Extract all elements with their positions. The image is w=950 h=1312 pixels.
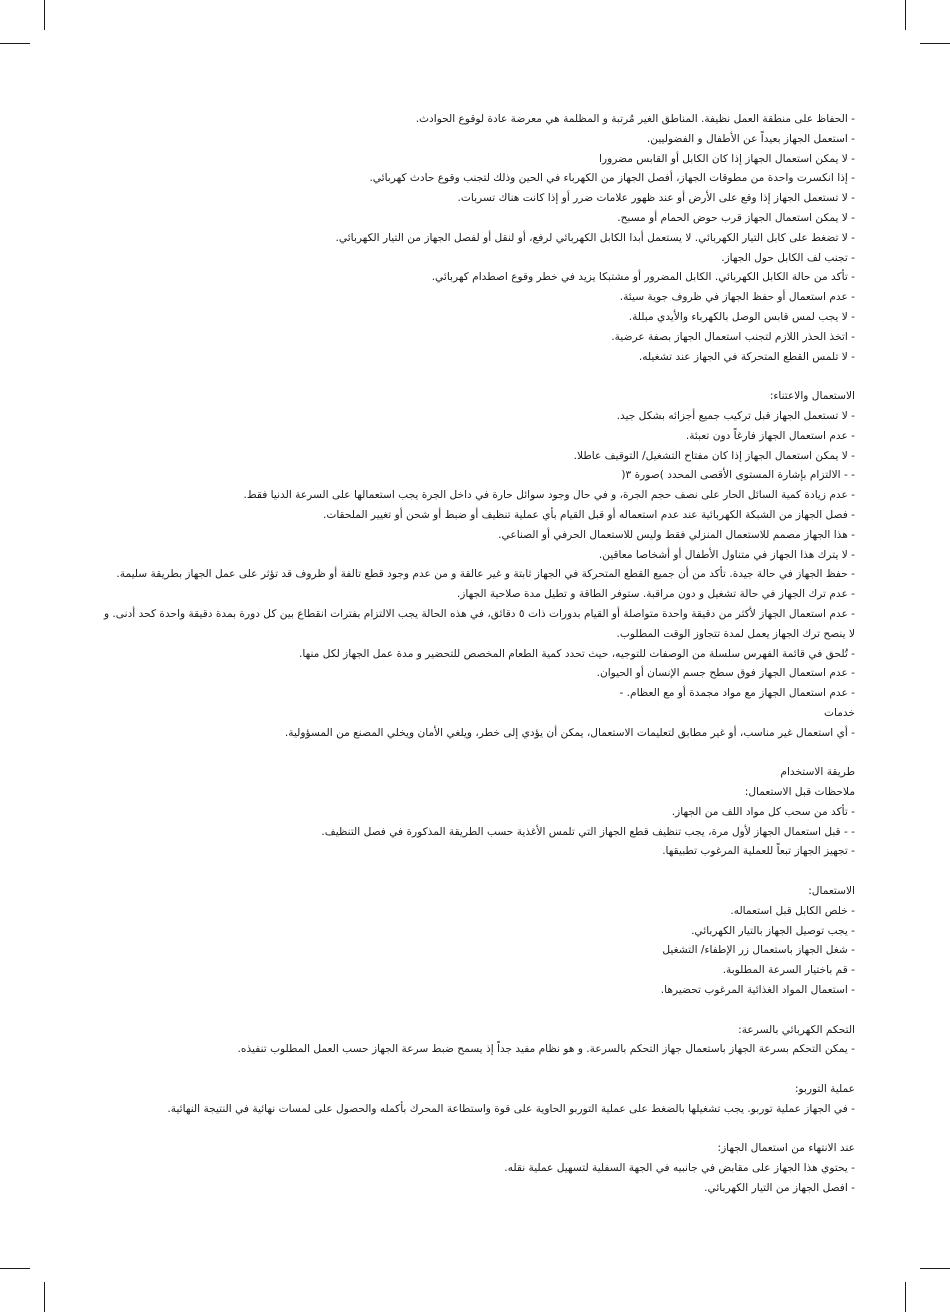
list-item: - هذا الجهاز مصمم للاستعمال المنزلي فقط وليس للاستعمال الحرفي أو الصناعي. [498,528,855,541]
speed-control-section [95,1021,855,1061]
section-heading: التحكم الكهربائي بالسرعة: [738,1023,855,1036]
list-item: - - قبل استعمال الجهاز لأول مرة، يجب تنظيف قطع الجهاز التي تلمس الأغذية حسب الطريقة المذكورة في فصل التنظيف. [321,825,855,838]
use-section [95,882,855,1001]
document-body [95,110,855,1199]
list-item: - لا يترك هذا الجهاز في متناول الأطفال أو أشخاصا معاقين. [598,548,855,561]
list-item: - إذا انكسرت واحدة من مطوقات الجهاز، أفصل الجهاز من الكهرباء في الحين وذلك لتجنب وقوع حادث كهربائي. [369,172,855,185]
list-item: - لا يمكن استعمال الجهاز إذا كان الكابل أو القابس مضرورا [599,152,855,165]
list-item: - فصل الجهاز من الشبكة الكهربائية عند عدم استعماله أو قبل القيام بأي عملية تنظيف أو ضبط أو شحن أو تغيير الملحقات. [322,508,855,521]
list-item: - افصل الجهاز من التيار الكهربائي. [704,1182,855,1195]
list-item: - لا يمكن استعمال الجهاز قرب حوض الحمام أو مسبح. [617,211,855,224]
section-heading: خدمات [824,706,855,719]
list-item: - تُلحق في قائمة الفهرس سلسلة من الوصفات للتوجيه، حيث تحدد كمية الطعام المخصص للتحضير و مدة عمل الجهاز لكل منها. [298,647,855,660]
crop-mark [0,43,30,44]
list-item: - تأكد من حالة الكابل الكهربائي. الكابل المضرور أو مشتبكا يزيد في خطر وقوع اصطدام كهربائي. [431,271,855,284]
crop-mark [920,1268,950,1269]
list-item: - لا يجب لمس قابس الوصل بالكهرباء والأيدي مبللة. [628,310,855,323]
list-item: - الحفاظ على منطقة العمل نظيفة. المناطق الغير مُرتبة و المظلمة هي معرضة عادة لوقوع الحوادث. [415,113,855,125]
crop-mark [0,1268,30,1269]
section-heading: عند الانتهاء من استعمال الجهاز: [717,1142,855,1155]
list-item: - عدم استعمال الجهاز لأكثر من دقيقة واحدة متواصلة أو القيام بدورات ذات ٥ دقائق، في هذه الحالة يجب الالتزام بفترات انقطاع بين كل دورة بمدة دقيقة واحدة كحد أدنى. و لا ينصح ترك الجهاز يعمل لمدة تتجاوز الوقت المطلوب. [103,607,855,640]
section-heading: الاستعمال: [808,885,855,898]
list-item: - عدم ترك الجهاز في حالة تشغيل و دون مراقبة. ستوفر الطاقة و تطيل مدة صلاحية الجهاز. [456,588,855,601]
list-item: - عدم زيادة كمية السائل الحار على نصف حجم الجرة، و في حال وجود سوائل حارة في داخل الجرة يجب استعمالها على السرعة الدنيا فقط. [243,489,855,502]
list-item: - لا تلمس القطع المتحركة في الجهاز عند تشغيله. [638,350,855,363]
list-item: - حفظ الجهاز في حالة جيدة. تأكد من أن جميع القطع المتحركة في الجهاز ثابتة و غير عالقة و من عدم وجود قطع تالفة أو ظروف قد تؤثر على عمل الجهاز بطريقة سليمة. [116,568,855,581]
list-item: - عدم استعمال الجهاز مع مواد مجمدة أو مع العظام. - [619,687,855,700]
list-item: - تجنب لف الكابل حول الجهاز. [721,251,855,264]
list-item: - استعمل الجهاز بعيداً عن الأطفال و الفضوليين. [646,132,855,145]
section-heading: الاستعمال والاعتناء: [769,390,855,403]
crop-mark [44,1282,45,1312]
use-care-section [95,387,855,704]
list-item: - تجهيز الجهاز تبعاً للعملية المرغوب تطبيقها. [662,845,855,858]
after-use-section [95,1139,855,1198]
list-item: - يجب توصيل الجهاز بالتيار الكهربائي. [691,924,855,937]
list-item: - يمكن التحكم بسرعة الجهاز باستعمال جهاز التحكم بالسرعة. و هو نظام مفيد جداً إذ يسمح ضبط سرعة الجهاز حسب العمل المطلوب تنفيذه. [237,1043,855,1056]
section-heading: عملية التوربو: [794,1083,855,1096]
list-item: - لا يمكن استعمال الجهاز إذا كان مفتاح التشغيل/ التوقيف عاطلا. [573,449,855,462]
list-item: ملاحظات قبل الاستعمال: [744,786,855,799]
list-item: - لا تستعمل الجهاز إذا وقع على الأرض أو عند ظهور علامات ضرر أو إذا كانت هناك تسربات. [457,192,855,205]
list-item: - تأكد من سحب كل مواد اللف من الجهاز. [671,805,855,818]
crop-mark [905,1282,906,1312]
list-item: - عدم استعمال الجهاز فارغاً دون تعبئة. [685,429,855,442]
section-heading: طريقة الاستخدام [780,766,855,779]
list-item: - اتخذ الحذر اللازم لتجنب استعمال الجهاز بصفة عرضية. [611,330,855,343]
services-section [95,704,855,744]
list-item: - يحتوي هذا الجهاز على مقابض في جانبيه في الجهة السفلية لتسهيل عملية نقله. [504,1162,855,1175]
list-item: - عدم استعمال أو حفظ الجهاز في ظروف جوية سيئة. [619,291,855,304]
turbo-section [95,1080,855,1120]
list-item: - - الالتزام بإشارة المستوى الأقصى المحدد )صورة ٣( [621,469,855,482]
list-item: - في الجهاز عملية توربو. يجب تشغيلها بالضغط على عملية التوربو الحاوية على قوة واستطاعة المحرك بأكمله والحصول على لمسات نهائية في النتيجة النهائية. [167,1102,855,1115]
list-item: - لا تستعمل الجهاز قبل تركيب جميع أجزائه بشكل جيد. [616,409,855,422]
crop-mark [920,43,950,44]
list-item: - لا تضغط على كابل التيار الكهربائي. لا يستعمل أبدا الكابل الكهربائي لرفع، أو لنقل أو لفصل الجهاز من التيار الكهربائي. [335,231,855,244]
list-item: - خلص الكابل قبل استعماله. [730,904,855,917]
list-item: - قم باختيار السرعة المطلوبة. [722,964,855,977]
list-item: - شغل الجهاز باستعمال زر الإطفاء/ التشغيل [662,944,855,957]
crop-mark [44,0,45,30]
list-item: - استعمال المواد الغذائية المرغوب تحضيرها. [660,984,855,997]
list-item: - عدم استعمال الجهاز فوق سطح جسم الإنسان أو الحيوان. [596,667,855,680]
safety-list [95,110,855,367]
list-item: - أي استعمال غير مناسب، أو غير مطابق لتعليمات الاستعمال، يمكن أن يؤدي إلى خطر، ويلغي الأمان ويخلي المصنع من المسؤولية. [284,726,855,739]
method-section [95,763,855,862]
crop-mark [905,0,906,30]
